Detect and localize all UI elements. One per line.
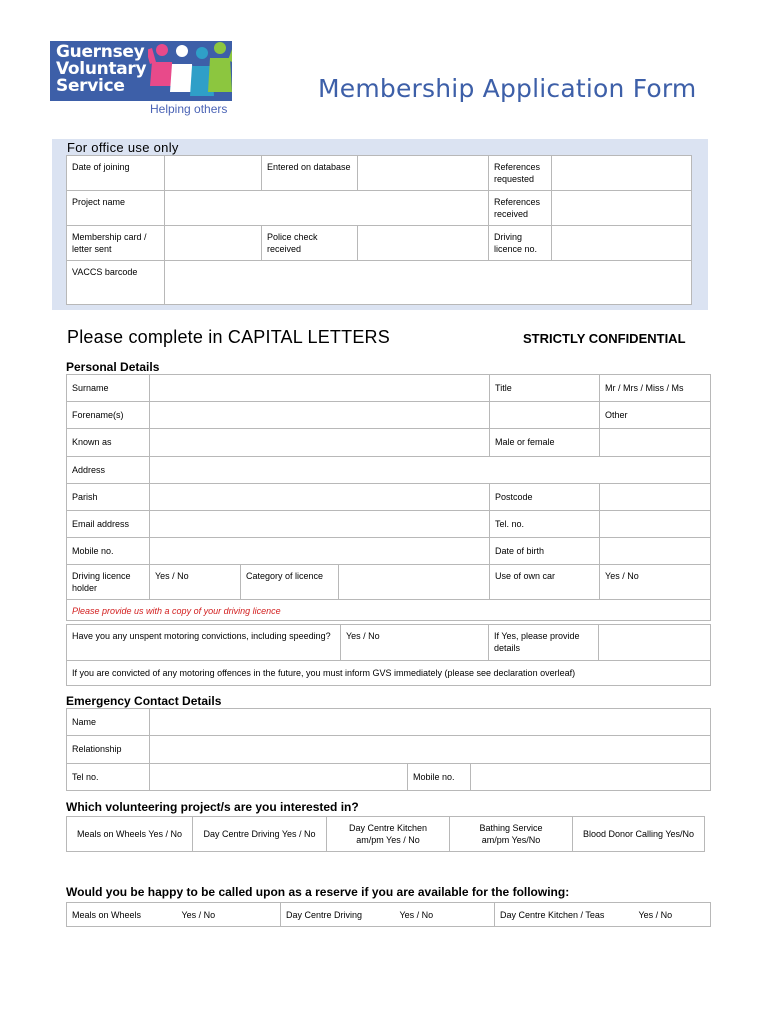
convictions-note: If you are convicted of any motoring offences in the future, you must inform GVS immediately (please see declaration overleaf) — [67, 661, 711, 686]
driving-licence-no-field[interactable] — [552, 226, 692, 261]
gender-label: Male or female — [490, 429, 600, 457]
confidential-label: STRICTLY CONFIDENTIAL — [523, 331, 686, 346]
projects-table — [66, 816, 705, 852]
office-use-title: For office use only — [67, 140, 179, 155]
police-check-label: Police check received — [262, 226, 358, 261]
office-use-table — [66, 155, 692, 305]
logo-wordmark — [56, 44, 146, 95]
police-check-field[interactable] — [358, 226, 489, 261]
convictions-yes-no[interactable]: Yes / No — [341, 625, 489, 661]
capital-letters-instruction: Please complete in CAPITAL LETTERS — [67, 327, 390, 347]
project-day-centre-kitchen-options: am/pm Yes / No — [356, 835, 420, 845]
logo-line-2: Voluntary — [56, 59, 147, 79]
reserve-meals-label: Meals on Wheels — [67, 903, 177, 927]
vaccs-barcode-field[interactable] — [165, 261, 692, 305]
email-field[interactable] — [150, 511, 490, 538]
project-name-label: Project name — [67, 191, 165, 226]
reserve-kitchen-label: Day Centre Kitchen / Teas — [495, 903, 634, 927]
surname-field[interactable] — [150, 375, 490, 402]
project-bathing-service-options: am/pm Yes/No — [481, 835, 541, 845]
reserve-meals-yes-no[interactable]: Yes / No — [177, 903, 281, 927]
emergency-tel-field[interactable] — [150, 764, 408, 791]
personal-details-table — [66, 374, 711, 621]
gender-field[interactable] — [600, 429, 711, 457]
membership-card-field[interactable] — [165, 226, 262, 261]
emergency-contact-heading: Emergency Contact Details — [66, 694, 222, 708]
driving-licence-no-label: Driving licence no. — [489, 226, 552, 261]
people-logo-icon — [148, 42, 232, 102]
project-meals-on-wheels[interactable]: Meals on Wheels Yes / No — [67, 817, 193, 852]
page-title: Membership Application Form — [318, 74, 697, 103]
email-label: Email address — [67, 511, 150, 538]
project-day-centre-kitchen-title: Day Centre Kitchen — [348, 823, 428, 833]
title-label: Title — [490, 375, 600, 402]
reserve-heading: Would you be happy to be called upon as a reserve if you are available for the following: — [66, 885, 570, 899]
mobile-field[interactable] — [150, 538, 490, 565]
personal-details-heading: Personal Details — [66, 360, 160, 374]
projects-heading: Which volunteering project/s are you interested in? — [66, 800, 359, 814]
title-other-label[interactable]: Other — [600, 402, 711, 429]
mobile-label: Mobile no. — [67, 538, 150, 565]
title-options[interactable]: Mr / Mrs / Miss / Ms — [600, 375, 711, 402]
own-car-yes-no[interactable]: Yes / No — [600, 565, 711, 600]
references-requested-label: References requested — [489, 156, 552, 191]
title-other-spacer — [490, 402, 600, 429]
project-bathing-service[interactable] — [450, 817, 573, 852]
membership-card-label: Membership card / letter sent — [67, 226, 165, 261]
references-received-label: References received — [489, 191, 552, 226]
reserve-driving-label: Day Centre Driving — [281, 903, 395, 927]
licence-category-label: Category of licence — [241, 565, 339, 600]
postcode-label: Postcode — [490, 484, 600, 511]
emergency-mobile-label: Mobile no. — [408, 764, 471, 791]
dob-field[interactable] — [600, 538, 711, 565]
tel-label: Tel. no. — [490, 511, 600, 538]
known-as-label: Known as — [67, 429, 150, 457]
parish-field[interactable] — [150, 484, 490, 511]
logo-line-3: Service — [56, 76, 125, 96]
emergency-name-field[interactable] — [150, 709, 711, 736]
project-day-centre-driving[interactable]: Day Centre Driving Yes / No — [193, 817, 327, 852]
emergency-relationship-label: Relationship — [67, 736, 150, 764]
reserve-kitchen-yes-no[interactable]: Yes / No — [634, 903, 711, 927]
address-field[interactable] — [150, 457, 711, 484]
vaccs-barcode-label: VACCS barcode — [67, 261, 165, 305]
tel-field[interactable] — [600, 511, 711, 538]
convictions-table — [66, 624, 711, 686]
parish-label: Parish — [67, 484, 150, 511]
references-requested-field[interactable] — [552, 156, 692, 191]
entered-on-database-field[interactable] — [358, 156, 489, 191]
convictions-details-label: If Yes, please provide details — [489, 625, 599, 661]
forenames-label: Forename(s) — [67, 402, 150, 429]
convictions-question: Have you any unspent motoring convictions, including speeding? — [67, 625, 341, 661]
date-of-joining-field[interactable] — [165, 156, 262, 191]
address-label: Address — [67, 457, 150, 484]
postcode-field[interactable] — [600, 484, 711, 511]
logo-line-1: Guernsey — [56, 42, 145, 62]
convictions-details-field[interactable] — [599, 625, 711, 661]
driving-licence-holder-yes-no[interactable]: Yes / No — [150, 565, 241, 600]
known-as-field[interactable] — [150, 429, 490, 457]
references-received-field[interactable] — [552, 191, 692, 226]
reserve-driving-yes-no[interactable]: Yes / No — [395, 903, 495, 927]
licence-category-field[interactable] — [339, 565, 490, 600]
logo-tagline: Helping others — [150, 102, 228, 116]
licence-copy-note: Please provide us with a copy of your driving licence — [67, 600, 711, 621]
entered-on-database-label: Entered on database — [262, 156, 358, 191]
emergency-name-label: Name — [67, 709, 150, 736]
project-blood-donor-calling[interactable]: Blood Donor Calling Yes/No — [573, 817, 705, 852]
emergency-tel-label: Tel no. — [67, 764, 150, 791]
emergency-mobile-field[interactable] — [471, 764, 711, 791]
emergency-relationship-field[interactable] — [150, 736, 711, 764]
driving-licence-holder-label: Driving licence holder — [67, 565, 150, 600]
reserve-table — [66, 902, 711, 927]
forenames-field[interactable] — [150, 402, 490, 429]
project-day-centre-kitchen[interactable] — [327, 817, 450, 852]
date-of-joining-label: Date of joining — [67, 156, 165, 191]
own-car-label: Use of own car — [490, 565, 600, 600]
project-bathing-service-title: Bathing Service — [479, 823, 543, 833]
dob-label: Date of birth — [490, 538, 600, 565]
surname-label: Surname — [67, 375, 150, 402]
emergency-contact-table — [66, 708, 711, 791]
project-name-field[interactable] — [165, 191, 489, 226]
